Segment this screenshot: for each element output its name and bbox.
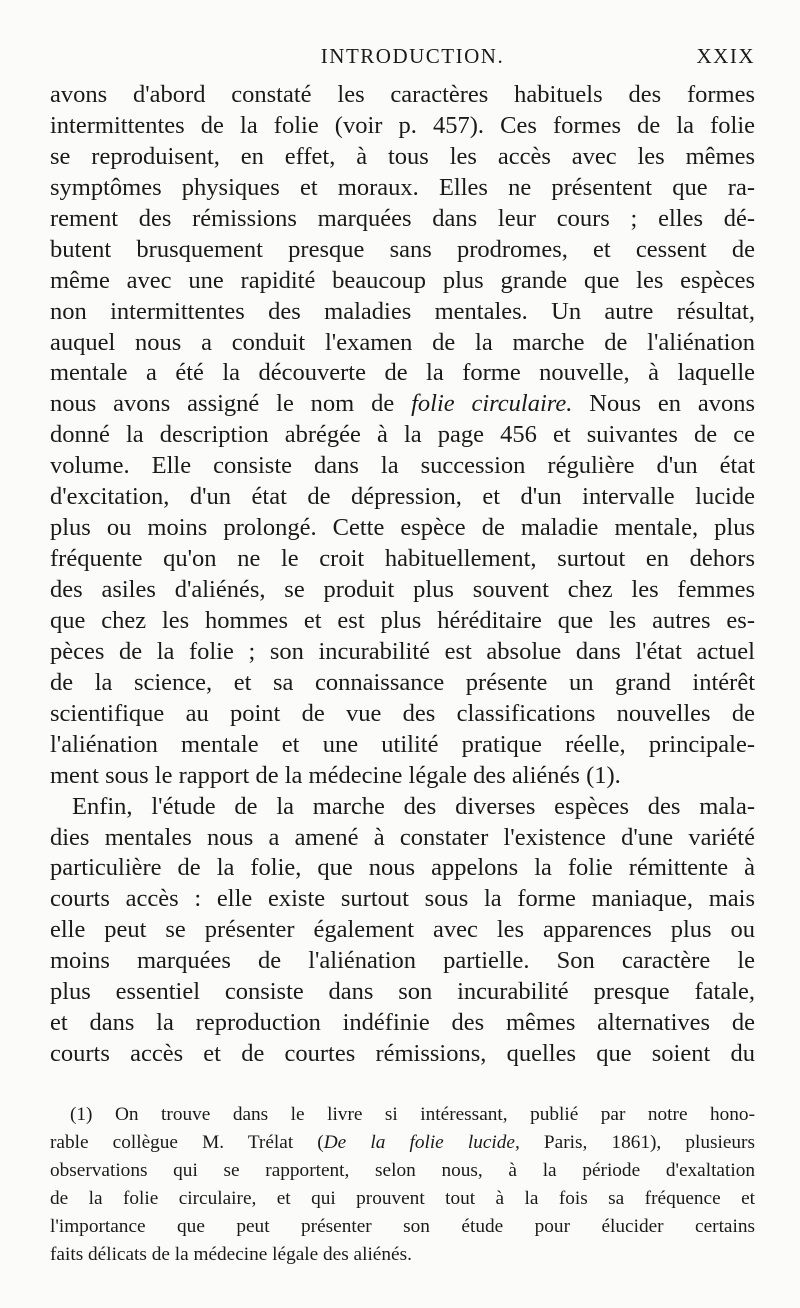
text-line: mentale a été la découverte de la forme nouvelle, à laquelle (50, 359, 755, 387)
running-title: INTRODUCTION. (320, 44, 505, 68)
text-line: butent brusquement presque sans prodromes, et cessent de (50, 235, 755, 263)
text-run: Paris, 1861), plusieurs (519, 1132, 755, 1153)
footnote (50, 1101, 755, 1269)
text-line: auquel nous a conduit l'examen de la marche de l'aliénation (50, 328, 755, 356)
text-run: nous avons assigné le nom de (50, 390, 412, 418)
text-line: courts accès : elle existe surtout sous la forme maniaque, mais (50, 885, 755, 913)
text-line: fréquente qu'on ne le croit habituellement, surtout en dehors (50, 545, 755, 573)
text-run: rable collègue M. Trélat ( (50, 1132, 324, 1153)
footnote-line: observations qui se rapportent, selon nous, à la période d'exaltation (50, 1160, 755, 1181)
text-run: Nous en avons (572, 390, 755, 418)
main-text (50, 80, 755, 1070)
text-line: et dans la reproduction indéfinie des mêmes alternatives de (50, 1009, 755, 1037)
text-line (50, 389, 755, 420)
text-line: des asiles d'aliénés, se produit plus souvent chez les femmes (50, 576, 755, 603)
text-line: scientifique au point de vue des classifications nouvelles de (50, 699, 755, 727)
running-header (50, 44, 755, 72)
text-line: pèces de la folie ; son incurabilité est absolue dans l'état actuel (50, 637, 755, 665)
paragraph-start: Enfin, l'étude de la marche des diverses espèces des mala- (72, 792, 755, 820)
footnote-line (50, 1129, 755, 1157)
text-line: moins marquées de l'aliénation partielle. Son caractère le (50, 947, 755, 975)
text-line: que chez les hommes et est plus héréditaire que les autres es- (50, 606, 755, 634)
text-line: dies mentales nous a amené à constater l'existence d'une variété (50, 823, 755, 851)
italic-term: folie circulaire. (411, 390, 573, 418)
footnote-line: faits délicats de la médecine légale des aliénés. (50, 1244, 412, 1265)
italic-title: De la folie lucide, (323, 1132, 520, 1153)
text-line: volume. Elle consiste dans la succession régulière d'un état (50, 452, 755, 480)
text-line: rement des rémissions marquées dans leur cours ; elles dé- (50, 204, 755, 232)
text-line: l'aliénation mentale et une utilité pratique réelle, principale- (50, 730, 755, 758)
text-line: plus essentiel consiste dans son incurabilité presque fatale, (50, 978, 755, 1006)
footnote-line: l'importance que peut présenter son étude pour élucider certains (50, 1216, 755, 1237)
footnote-line: (1) On trouve dans le livre si intéressant, publié par notre hono- (70, 1104, 755, 1125)
page-number: XXIX (696, 44, 755, 68)
text-line: avons d'abord constaté les caractères habituels des formes (50, 81, 755, 108)
text-line: non intermittentes des maladies mentales. Un autre résultat, (50, 297, 755, 325)
text-line: donné la description abrégée à la page 456 et suivantes de ce (50, 421, 755, 449)
text-line: plus ou moins prolongé. Cette espèce de maladie mentale, plus (50, 514, 755, 542)
text-line: particulière de la folie, que nous appelons la folie rémittente à (50, 854, 755, 882)
text-line: courts accès et de courtes rémissions, quelles que soient du (50, 1040, 755, 1068)
text-line: d'excitation, d'un état de dépression, et d'un intervalle lucide (50, 483, 755, 511)
text-line: même avec une rapidité beaucoup plus grande que les espèces (50, 266, 755, 294)
text-line: de la science, et sa connaissance présente un grand intérêt (50, 668, 755, 696)
footnote-line: de la folie circulaire, et qui prouvent tout à la fois sa fréquence et (50, 1188, 755, 1209)
text-line: elle peut se présenter également avec les apparences plus ou (50, 916, 755, 944)
text-line: intermittentes de la folie (voir p. 457). Ces formes de la folie (50, 111, 755, 139)
text-line: symptômes physiques et moraux. Elles ne présentent que ra- (50, 173, 755, 201)
text-line: ment sous le rapport de la médecine légale des aliénés (1). (50, 761, 621, 789)
text-line: se reproduisent, en effet, à tous les accès avec les mêmes (50, 142, 755, 170)
